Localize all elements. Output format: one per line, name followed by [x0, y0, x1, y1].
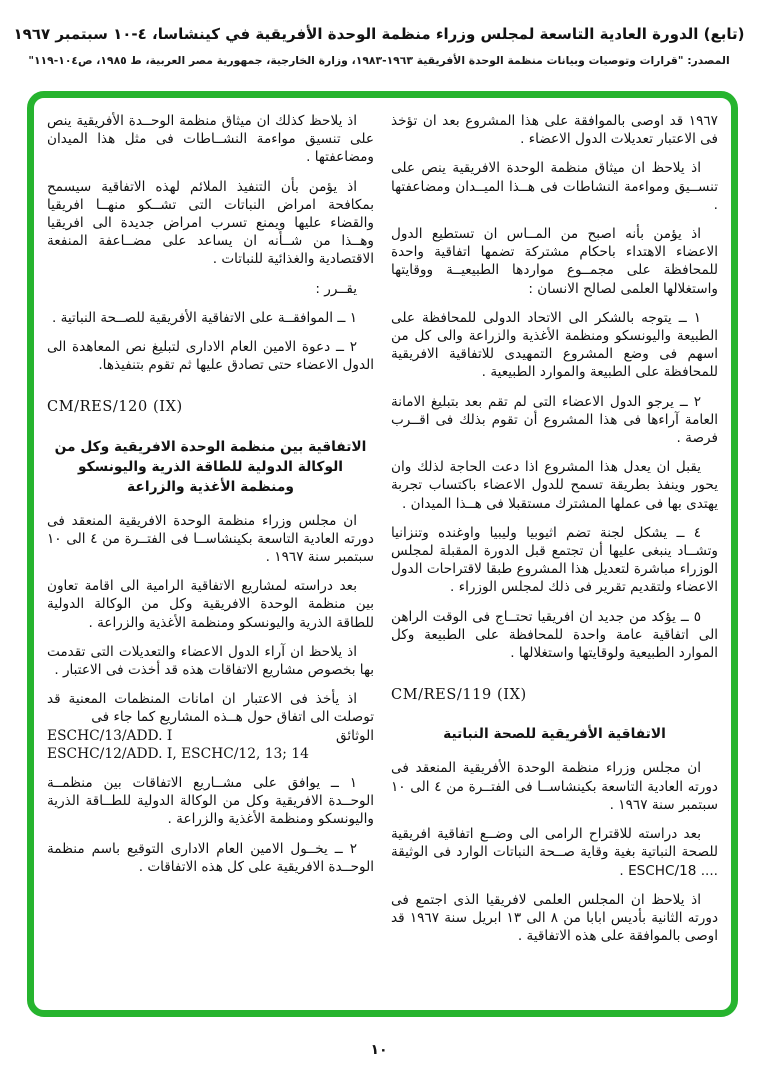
page-header: [0, 24, 758, 67]
paragraph: ١ ــ الموافقــة على الاتفاقية الأفريقية للصــحة النباتية .: [51, 309, 357, 326]
paragraph: ١٩٦٧ قد اوصى بالموافقة على هذا المشروع بعد ان تؤخذ فى الاعتبار تعديلات الدول الاعضاء .: [391, 113, 718, 148]
doc-refs-label: الوثائق: [336, 727, 374, 744]
two-column-text: [47, 112, 718, 1010]
heading-line: ومنظمة الأغذية والزراعة: [127, 478, 294, 495]
paragraph: اذ يلاحظ ان المجلس العلمى لافريقيا الذى اجتمع فى دورته الثانية بأديس ابابا من ٨ الى ١٣ ابريل سنة ١٩٦٧ قد اوصى بالموافقة على هذه الاتفاقية .: [391, 891, 718, 945]
paragraph: ٤ ــ يشكل لجنة تضم اثيوبيا وليبيا واوغنده وتنزانيا وتشــاد ينبغى عليها أن تجتمع قبل الدورة المقبلة لمجلس الوزراء مباشرة لتعديل هذا المشروع طبقا لاقتراحات الدول الاعضاء ولتقديم تقرير فى ذلك لمجلس الوزراء .: [391, 524, 718, 596]
heading-line: الاتفاقية الأفريقية للصحة النباتية: [443, 726, 666, 743]
document-title: (تابع) الدورة العادية التاسعة لمجلس وزراء منظمة الوحدة الأفريقية في كينشاسا، ٤-١٠ سبتمبر ١٩٦٧: [13, 25, 745, 43]
source-citation: المصدر: "قرارات وتوصيات وبيانات منظمة الوحدة الأفريقية ١٩٦٣-١٩٨٣، وزارة الخارجية، جمهورية مصر العربية، ط ١٩٨٥، ص١٠٤-١١٩": [28, 54, 730, 67]
paragraph: بعد دراسته لمشاريع الاتفاقية الرامية الى اقامة تعاون بين منظمة الوحدة الافريقية وكل من الوكالة الدولية للطاقة الذرية واليونسكو ومنظمة الأغذية والزراعة .: [47, 578, 374, 631]
paragraph: اذ يؤمن بأن التنفيذ الملائم لهذه الاتفاقية سيسمح بمكافحة امراض النباتات التى تشــكو منهــا افريقيا والقضاء عليها ويمنع تسرب امراض جديدة الى افريقيا وهــذا من شــأنه ان يساعد على مضــاعفة المنفعة الاقتصادية والغذائية للنباتات .: [47, 178, 374, 268]
heading-line: الوكالة الدولية للطاقة الذرية واليونسكو: [77, 458, 344, 475]
paragraph: ٢ ــ دعوة الامين العام الادارى لتبليغ نص المعاهدة الى الدول الاعضاء حتى تصادق عليها ثم تقوم بتنفيذها.: [47, 339, 374, 374]
doc-ref-line: [47, 727, 374, 745]
section-heading: [47, 437, 374, 497]
paragraph: اذ يلاحظ ان ميثاق منظمة الوحدة الافريقية ينص على تنســيق ومواءمة النشاطات فى هــذا الميــدان ومضاعفتها .: [391, 160, 718, 213]
paragraph: بعد دراسته للاقتراح الرامى الى وضــع اتفاقية افريقية للصحة النباتية بغية وقاية صــحة النباتات الوارد فى الوثيقة .... ESCHC/18 .: [391, 826, 718, 879]
green-border-frame: [27, 91, 738, 1017]
paragraph: ١ ــ يوافق على مشــاريع الاتفاقات بين منظمــة الوحــدة الافريقية وكل من الوكالة الدولية للطــاقة الذرية واليونسكو ومنظمة الأغذية والزراعة .: [47, 775, 374, 828]
doc-refs-intro: اذ يأخذ فى الاعتبار ان امانات المنظمات المعنية قد توصلت الى اتفاق حول هــذه المشاريع كما جاء فى: [47, 691, 374, 726]
paragraph: ١ ــ يتوجه بالشكر الى الاتحاد الدولى للمحافظة على الطبيعة واليونسكو ومنظمة الأغذية والزراعة والى كل من اسهم فى وضع المشروع التمهيدى للاتفاقية الافريقية للمحافظة على الطبيعة والموارد الطبيعية .: [391, 309, 718, 381]
paragraph: ان مجلس وزراء منظمة الوحدة الأفريقية المنعقد فى دورته العادية التاسعة بكينشاســا فى الفتــرة من ٤ الى ١٠ سبتمبر سنة ١٩٦٧ .: [391, 760, 718, 813]
page-number: ١٠: [370, 1042, 388, 1058]
resolution-number: CM/RES/119 (IX): [391, 687, 527, 704]
heading-line: الاتفاقية بين منظمة الوحدة الافريقية وكل من: [54, 438, 367, 455]
paragraph: ان مجلس وزراء منظمة الوحدة الافريقية المنعقد فى دورته العادية التاسعة بكينشاســا فى الفتــرة من ٤ الى ١٠ سبتمبر سنة ١٩٦٧ .: [47, 512, 374, 566]
paragraph: اذ يلاحظ ان آراء الدول الاعضاء والتعديلات التى تقدمت بها بخصوص مشاريع الاتفاقات هذه قد أخذت فى الاعتبار .: [47, 643, 374, 679]
column-right: [391, 112, 718, 1010]
paragraph: اذ يؤمن بأنه اصبح من المــاس ان تستطيع الدول الاعضاء الاهتداء باحكام مشتركة تضمها اتفاقية واحدة للمحافظة على مجمــوع مواردها الطبيعيــة ووقايتها واستغلالها العلمى لصالح الانسان :: [391, 226, 718, 297]
paragraph-with-doc-refs: [47, 690, 374, 763]
doc-ref: ESCHC/13/ADD. I: [47, 727, 173, 744]
paragraph: ٥ ــ يؤكد من جديد ان افريقيا تحتــاج فى الوقت الراهن الى اتفاقية عامة واحدة للمحافظة على الطبيعة وكل الموارد الطبيعية ولوقايتها واستغلالها .: [391, 608, 718, 662]
resolution-number: CM/RES/120 (IX): [47, 399, 183, 416]
paragraph: ٢ ــ يخــول الامين العام الادارى التوقيع باسم منظمة الوحــدة الافريقية على كل هذه الاتفاقات .: [47, 840, 374, 875]
paragraph: ٢ ــ يرجو الدول الاعضاء التى لم تقم بعد بتبليغ الامانة العامة آراءها فى هذا المشروع أن تقوم بذلك فى اقــرب فرصة .: [391, 393, 718, 447]
paragraph: يقــرر :: [315, 280, 357, 297]
column-left: [47, 112, 374, 1010]
doc-ref: ESCHC/12/ADD. I, ESCHC/12, 13; 14: [47, 745, 309, 762]
paragraph: اذ يلاحظ كذلك ان ميثاق منظمة الوحــدة الأفريقية ينص على تنسيق مواءمة النشــاطات فى مثل هذا الميدان ومضاعفتها .: [47, 113, 374, 166]
section-heading: [391, 724, 718, 744]
paragraph: يقبل ان يعدل هذا المشروع اذا دعت الحاجة لذلك وان يحور وينفذ بطريقة تسمح للدول الاعضاء باكتساب تجربة يهتدى بها فى عملها المشترك مستقبلا فى هــذا الميدان .: [391, 459, 718, 512]
